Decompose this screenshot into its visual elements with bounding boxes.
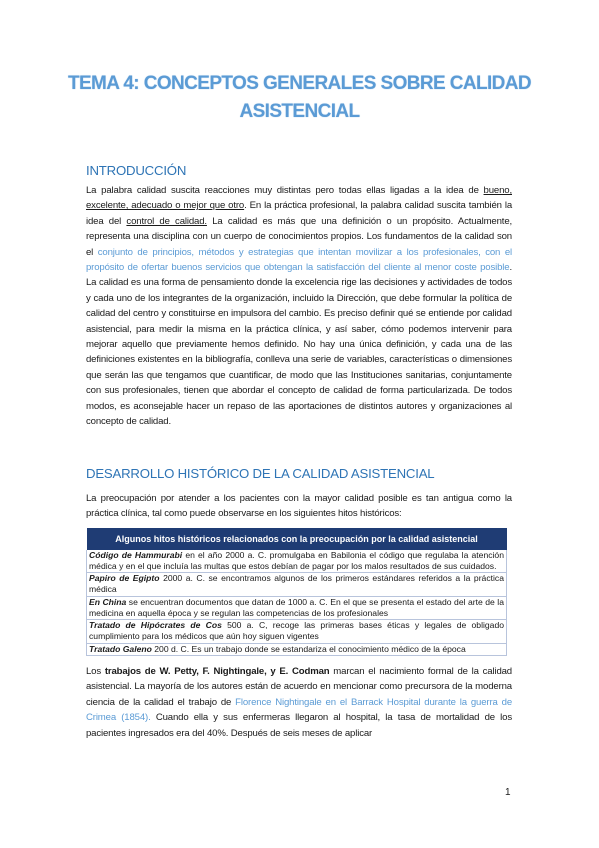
intro-text-3: La calidad es más que una definición o un propósito. Actualmente, representa una disciplina con un cuerpo de conocimientos propios. Los fundamentos de la calidad son el [86, 215, 513, 258]
document-title [30, 70, 569, 126]
title-line-2: ASISTENCIAL [239, 101, 360, 122]
closing-text-3: Cuando ella y sus enfermeras llegaron al hospital, la tasa de mortalidad de los pacientes ingresados era del 40%. Después de seis meses de aplicar [86, 712, 512, 739]
historic-milestones-table [86, 528, 507, 656]
table-row [87, 573, 507, 596]
row-lead: Tratado Galeno [89, 643, 152, 654]
heading-desarrollo-historico: DESARROLLO HISTÓRICO DE LA CALIDAD ASISTENCIAL [86, 466, 435, 481]
row-text: se encuentran documentos que datan de 1000 a. C. En el que se presenta el estado del arte de la medicina en aquella época y se regulan las competencias de los profesionales [89, 596, 504, 618]
intro-text-4: . La calidad es una forma de pensamiento donde la excelencia rige las decisiones y actividades de todos y cada uno de los integrantes de la organización, incluido la Dirección, que debe formular la política de calidad del centro y constituirse en impulsora del cambio. Es preciso definir qué se entiende por calidad asistencial, para medir la misma en la práctica clínica, y así saber, cómo podemos intervenir para mejorar aquello que previamente hemos definido. No hay una única definición, y cada una de las definiciones existentes en la bibliografía, conlleva una serie de variables, características o dimensiones que serán las que tengamos que cuantificar, de modo que las Instituciones sanitarias, conjuntamente con sus profesionales, tienen que abordar el concepto de calidad de forma particularizada. De todos modos, es aconsejable hacer un repaso de las aportaciones de distintos autores y organizaciones al concepto de calidad. [86, 262, 512, 428]
row-text: 200 d. C. Es un trabajo donde se estandariza el conocimiento médico de la época [151, 643, 466, 654]
intro-underline-2: control de calidad. [126, 215, 207, 227]
row-lead: Papiro de Egipto [89, 573, 160, 584]
closing-text-2: marcan el nacimiento formal de la calidad asistencial. La mayoría de los autores están de acuerdo en mencionar como precursora de la moderna ciencia de la calidad el trabajo de [86, 666, 512, 708]
heading-introduccion: INTRODUCCIÓN [86, 163, 187, 178]
closing-text-1: Los [86, 666, 105, 677]
row-lead: Tratado de Hipócrates de Cos [89, 620, 222, 631]
row-text: 2000 a. C. se encontramos algunos de los primeros estándares referidos a la práctica médica [89, 573, 504, 595]
table-row [87, 596, 507, 619]
row-text: 500 a. C, recoge las primeras bases éticas y legales de obligado cumplimiento para los médicos que aún hoy siguen vigentes [89, 620, 505, 641]
page-number: 1 [505, 787, 511, 798]
history-intro-text: La preocupación por atender a los pacientes con la mayor calidad posible es tan antigua como la práctica clínica, tal como puede observarse en los siguientes hitos históricos: [86, 493, 512, 520]
closing-paragraph [86, 664, 512, 741]
row-text: en el año 2000 a. C. promulgaba en Babilonia el código que regulaba la atención médica y en el que incluía las multas que estos debían de pagar por los malos resultados de sus cuidados. [89, 550, 504, 571]
closing-highlight: Florence Nightingale en el Barrack Hospital durante la guerra de Crimea (1854). [86, 696, 513, 724]
history-intro-paragraph [86, 491, 512, 522]
row-lead: En China [89, 596, 127, 607]
intro-paragraph [86, 183, 512, 430]
intro-text-1: La palabra calidad suscita reacciones muy distintas pero todas ellas ligadas a la idea de [86, 185, 484, 196]
intro-text-2: . En la práctica profesional, la palabra calidad suscita también la idea del [86, 200, 513, 227]
table-header: Algunos hitos históricos relacionados con la preocupación por la calidad asistencial [87, 528, 507, 550]
row-lead: Código de Hammurabi [89, 550, 183, 560]
table-row [87, 620, 507, 643]
intro-underline-1: bueno, excelente, adecuado o mejor que otro [86, 185, 512, 212]
table-row [87, 550, 507, 573]
closing-bold: trabajos de W. Petty, F. Nightingale, y E. Codman [104, 666, 330, 677]
intro-highlight: conjunto de principios, métodos y estrategias que intentan movilizar a los profesionales, con el propósito de ofertar buenos servicios que obtengan la satisfacción del cliente al menor coste posible [86, 246, 512, 274]
table-row [87, 643, 507, 656]
title-line-1: TEMA 4: CONCEPTOS GENERALES SOBRE CALIDAD [67, 73, 532, 94]
